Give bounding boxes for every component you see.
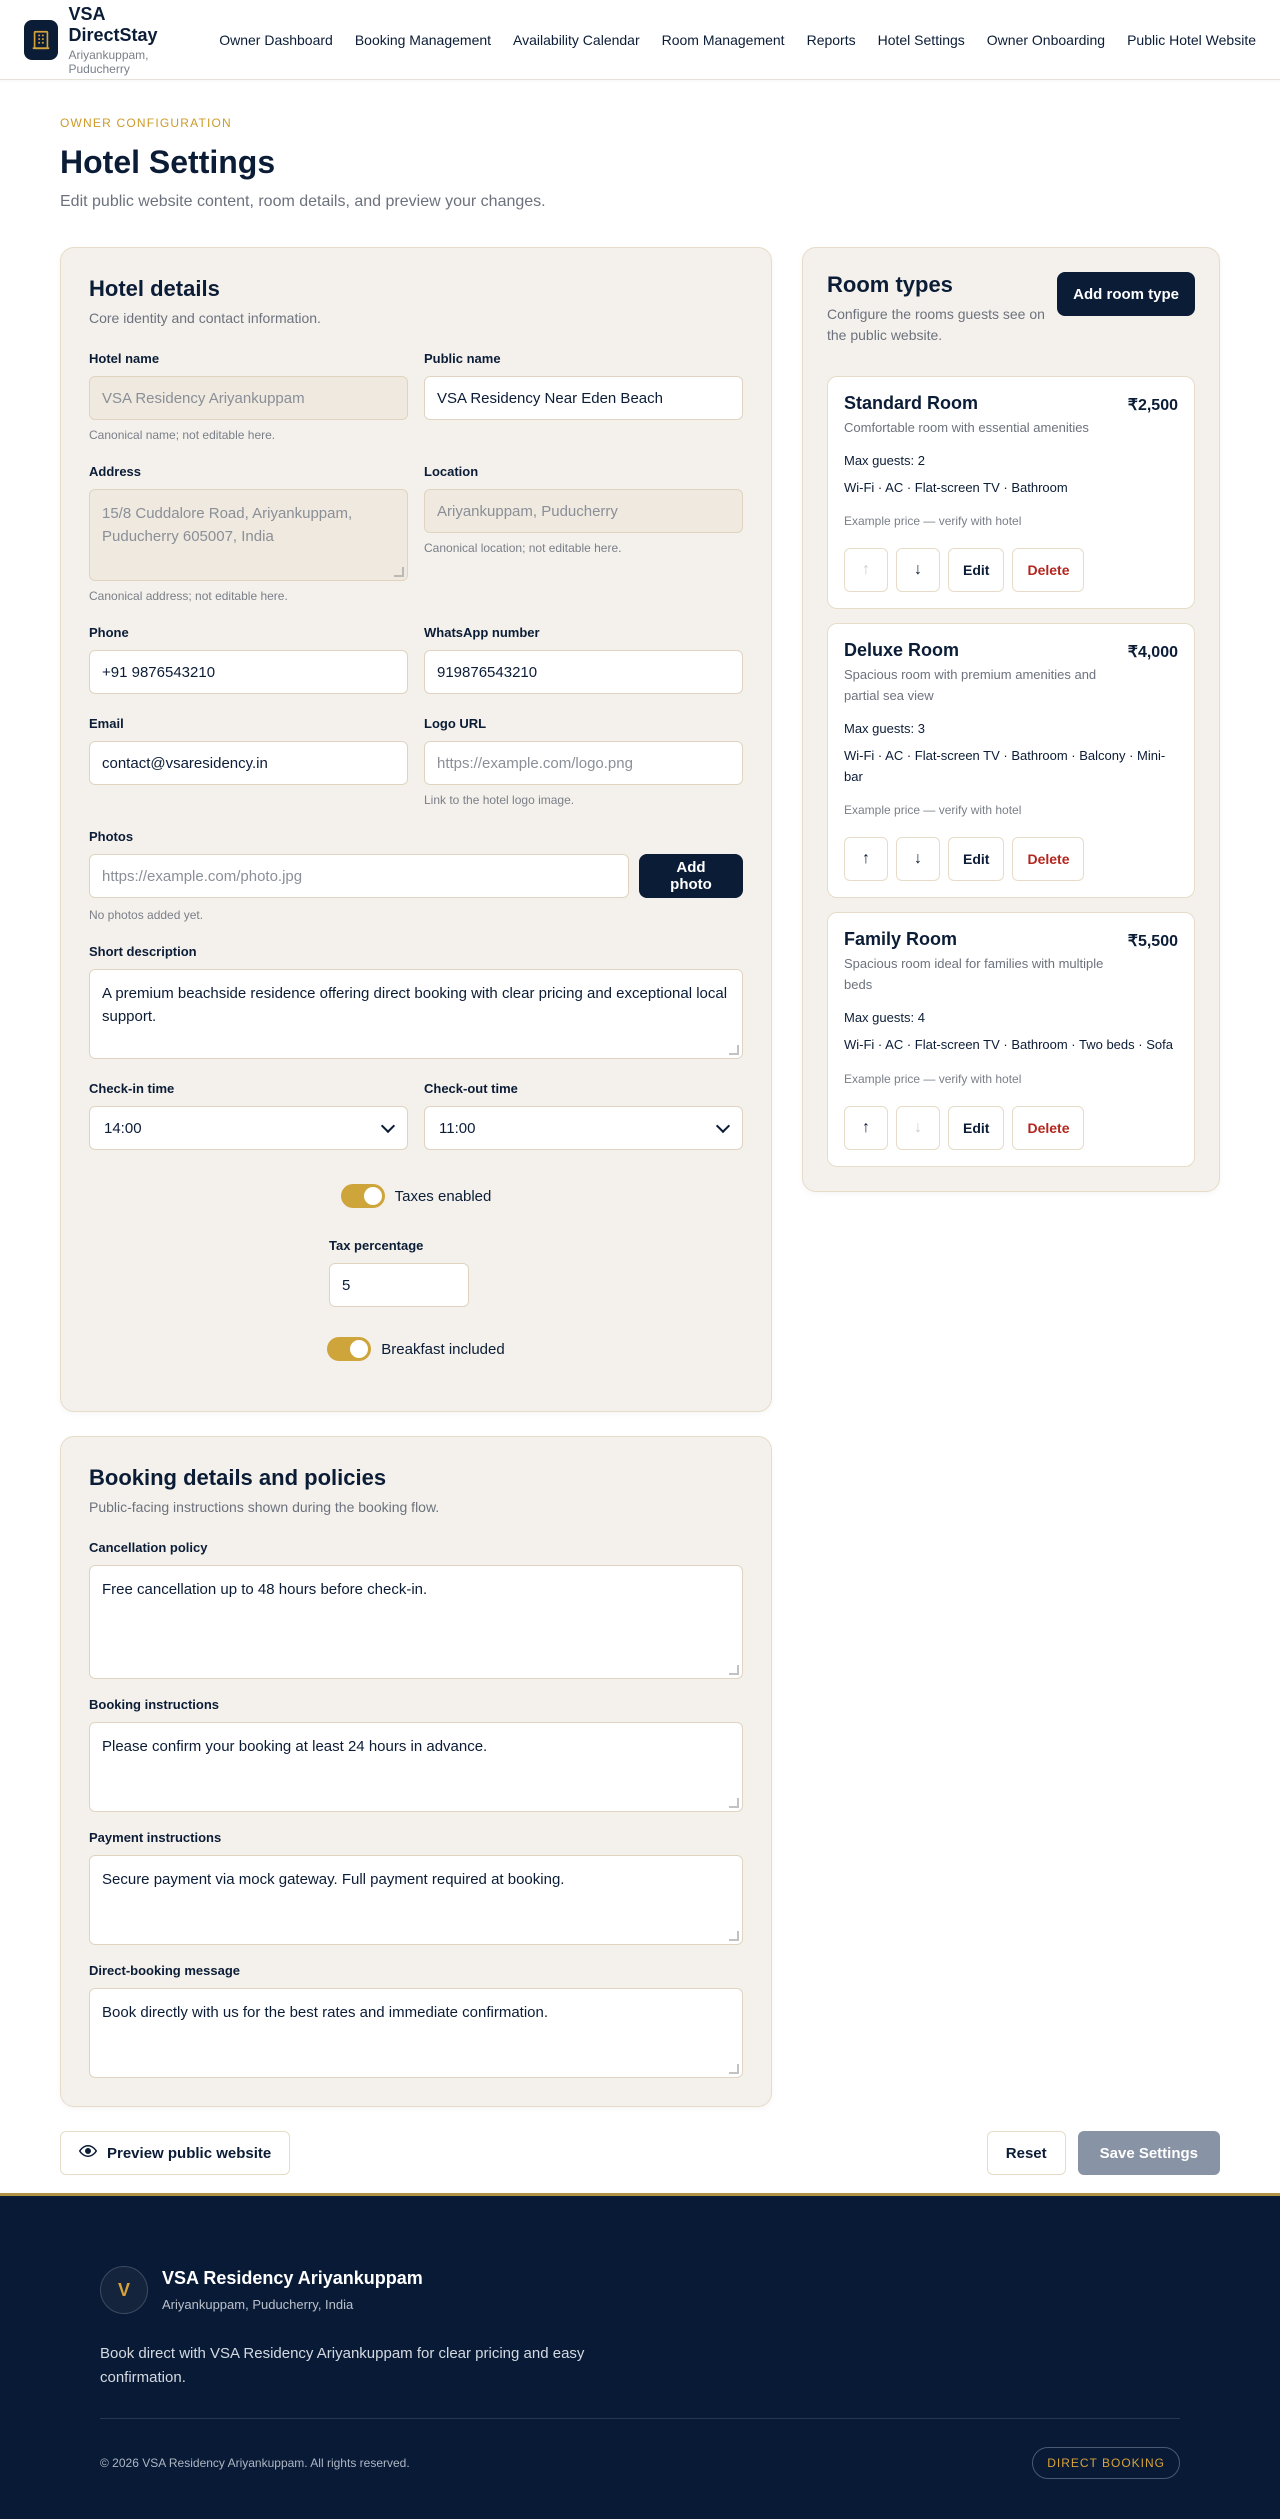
room-description: Comfortable room with essential amenities	[844, 420, 1089, 435]
nav-owner-dashboard[interactable]: Owner Dashboard	[219, 31, 333, 48]
eye-icon	[79, 2144, 97, 2162]
nav-owner-onboarding[interactable]: Owner Onboarding	[986, 31, 1106, 48]
room-price-note: Example price — verify with hotel	[844, 803, 1022, 818]
room-types-card	[802, 247, 1220, 1192]
photos-label: Photos	[89, 829, 134, 844]
page-subtitle: Edit public website content, room details, and preview your changes.	[60, 193, 546, 210]
direct-booking-field[interactable]: Book directly with us for the best rates and immediate confirmation.	[89, 1988, 743, 2078]
brand-subtitle: Ariyankuppam, Puducherry	[68, 47, 149, 76]
room-price-note: Example price — verify with hotel	[844, 1071, 1022, 1086]
nav-room-management[interactable]: Room Management	[661, 31, 785, 48]
room-card-family	[827, 912, 1195, 1166]
checkout-value: 11:00	[439, 1119, 476, 1137]
tax-percentage-group	[329, 1238, 469, 1307]
room-card-standard	[827, 376, 1195, 609]
breakfast-toggle-row	[89, 1337, 743, 1361]
checkout-select[interactable]	[424, 1106, 743, 1150]
footer-copyright: © 2026 VSA Residency Ariyankuppam. All rights reserved.	[100, 2456, 410, 2470]
payment-instructions-field[interactable]: Secure payment via mock gateway. Full payment required at booking.	[89, 1855, 743, 1945]
edit-room-button[interactable]: Edit	[948, 1106, 1004, 1150]
hotel-details-title: Hotel details	[89, 276, 220, 301]
move-down-button[interactable]: ↓	[896, 837, 940, 881]
room-max-guests: Max guests: 4	[844, 1009, 925, 1025]
preview-website-button[interactable]	[60, 2131, 290, 2175]
photo-url-field[interactable]: https://example.com/photo.jpg	[89, 854, 629, 898]
add-room-type-button[interactable]: Add room type	[1057, 272, 1195, 316]
chevron-down-icon	[716, 1119, 730, 1133]
room-name: Standard Room	[844, 393, 979, 413]
edit-room-button[interactable]: Edit	[948, 548, 1004, 592]
room-max-guests: Max guests: 2	[844, 452, 925, 468]
brand-name: VSA DirectStay	[68, 3, 158, 45]
left-column	[60, 247, 772, 2107]
delete-room-button[interactable]: Delete	[1012, 1106, 1084, 1150]
booking-policies-title: Booking details and policies	[89, 1465, 387, 1490]
top-navigation-bar	[0, 0, 1280, 80]
checkin-value: 14:00	[104, 1119, 142, 1137]
nav-reports[interactable]: Reports	[806, 31, 856, 48]
nav-availability-calendar[interactable]: Availability Calendar	[513, 31, 640, 48]
logo-url-label: Logo URL	[424, 716, 487, 731]
preview-website-label: Preview public website	[107, 2144, 272, 2162]
hotel-name-field: VSA Residency Ariyankuppam	[89, 376, 408, 420]
room-name: Family Room	[844, 929, 958, 950]
room-types-title: Room types	[827, 272, 953, 297]
save-settings-button[interactable]: Save Settings	[1078, 2131, 1220, 2175]
page-title: Hotel Settings	[60, 144, 276, 180]
footer-location: Ariyankuppam, Puducherry, India	[162, 2297, 354, 2312]
public-name-field[interactable]: VSA Residency Near Eden Beach	[424, 376, 743, 420]
delete-room-button[interactable]: Delete	[1012, 837, 1084, 881]
checkin-label: Check-in time	[89, 1081, 175, 1096]
footer-description: Book direct with VSA Residency Ariyankuppam for clear pricing and easy confirmation.	[100, 2345, 585, 2386]
logo-url-hint: Link to the hotel logo image.	[424, 793, 575, 807]
footer-hotel-name: VSA Residency Ariyankuppam	[162, 2268, 423, 2288]
booking-policies-card	[60, 1436, 772, 2107]
taxes-toggle-label: Taxes enabled	[394, 1187, 492, 1205]
breakfast-toggle-label: Breakfast included	[381, 1340, 505, 1358]
nav-hotel-settings[interactable]: Hotel Settings	[877, 31, 965, 48]
cancellation-label: Cancellation policy	[89, 1540, 208, 1555]
move-down-button[interactable]: ↓	[896, 548, 940, 592]
right-column	[802, 247, 1220, 1192]
hotel-name-hint: Canonical name; not editable here.	[89, 428, 276, 442]
short-description-field[interactable]: A premium beachside residence offering direct booking with clear pricing and exceptional local support.	[89, 969, 743, 1059]
checkin-select[interactable]	[89, 1106, 408, 1150]
room-types-subtitle: Configure the rooms guests see on the public website.	[827, 306, 1045, 343]
booking-instructions-label: Booking instructions	[89, 1697, 219, 1712]
page-eyebrow: OWNER CONFIGURATION	[60, 116, 232, 130]
move-up-button[interactable]: ↑	[844, 837, 888, 881]
address-hint: Canonical address; not editable here.	[89, 589, 288, 603]
brand[interactable]	[24, 4, 193, 76]
logo-url-field[interactable]: https://example.com/logo.png	[424, 741, 743, 785]
move-up-button[interactable]: ↑	[844, 548, 888, 592]
short-description-label: Short description	[89, 944, 197, 959]
move-up-button[interactable]: ↑	[844, 1106, 888, 1150]
photos-hint: No photos added yet.	[89, 908, 204, 922]
reset-button[interactable]: Reset	[987, 2131, 1066, 2175]
address-label: Address	[89, 464, 142, 479]
payment-instructions-label: Payment instructions	[89, 1830, 222, 1845]
add-photo-button[interactable]: Add photo	[639, 854, 743, 898]
whatsapp-field[interactable]: 919876543210	[424, 650, 743, 694]
room-card-deluxe	[827, 623, 1195, 898]
main-nav	[219, 32, 1256, 48]
footer-divider	[100, 2418, 1180, 2419]
nav-booking-management[interactable]: Booking Management	[354, 31, 492, 48]
footer-logo: V	[100, 2266, 148, 2314]
room-price: ₹5,500	[1127, 933, 1178, 951]
hotel-details-card	[60, 247, 772, 1412]
settings-layout	[60, 247, 1220, 2107]
room-amenities: Wi-Fi · AC · Flat-screen TV · Bathroom · Balcony · Mini-bar	[844, 747, 1166, 784]
location-field: Ariyankuppam, Puducherry	[424, 489, 743, 533]
site-footer	[0, 2193, 1280, 2519]
chevron-down-icon	[381, 1119, 395, 1133]
location-label: Location	[424, 464, 479, 479]
room-name: Deluxe Room	[844, 640, 960, 661]
tax-percentage-label: Tax percentage	[329, 1238, 424, 1253]
checkout-label: Check-out time	[424, 1081, 518, 1096]
address-field: 15/8 Cuddalore Road, Ariyankuppam, Puducherry 605007, India	[89, 489, 408, 581]
room-description: Spacious room ideal for families with multiple beds	[844, 956, 1104, 993]
whatsapp-label: WhatsApp number	[424, 625, 540, 640]
nav-public-hotel-website[interactable]: Public Hotel Website	[1127, 31, 1256, 48]
room-max-guests: Max guests: 3	[844, 720, 925, 736]
location-hint: Canonical location; not editable here.	[424, 541, 622, 555]
direct-booking-badge: DIRECT BOOKING	[1032, 2447, 1180, 2479]
phone-label: Phone	[89, 625, 129, 640]
room-price: ₹2,500	[1127, 397, 1178, 414]
room-amenities: Wi-Fi · AC · Flat-screen TV · Bathroom	[844, 479, 1068, 495]
edit-room-button[interactable]: Edit	[948, 837, 1004, 881]
room-price-note: Example price — verify with hotel	[844, 514, 1022, 529]
page-actions	[60, 2131, 1220, 2193]
room-price: ₹4,000	[1127, 644, 1178, 662]
main-content	[60, 80, 1220, 2193]
direct-booking-label: Direct-booking message	[89, 1963, 240, 1978]
booking-policies-subtitle: Public-facing instructions shown during the booking flow.	[89, 1499, 440, 1515]
cancellation-field[interactable]: Free cancellation up to 48 hours before check-in.	[89, 1565, 743, 1679]
hotel-building-icon	[24, 20, 58, 60]
hotel-name-label: Hotel name	[89, 351, 160, 366]
email-field[interactable]: contact@vsaresidency.in	[89, 741, 408, 785]
room-amenities: Wi-Fi · AC · Flat-screen TV · Bathroom · Two beds · Sofa	[844, 1036, 1173, 1052]
taxes-toggle[interactable]	[341, 1184, 385, 1208]
public-name-label: Public name	[424, 351, 501, 366]
booking-instructions-field[interactable]: Please confirm your booking at least 24 hours in advance.	[89, 1722, 743, 1812]
move-down-button[interactable]: ↓	[896, 1106, 940, 1150]
room-description: Spacious room with premium amenities and partial sea view	[844, 667, 1097, 704]
email-label: Email	[89, 716, 124, 731]
tax-percentage-field[interactable]: 5	[329, 1263, 469, 1307]
breakfast-toggle[interactable]	[327, 1337, 371, 1361]
hotel-details-subtitle: Core identity and contact information.	[89, 310, 321, 326]
delete-room-button[interactable]: Delete	[1012, 548, 1084, 592]
phone-field[interactable]: +91 9876543210	[89, 650, 408, 694]
taxes-toggle-row	[89, 1184, 743, 1208]
